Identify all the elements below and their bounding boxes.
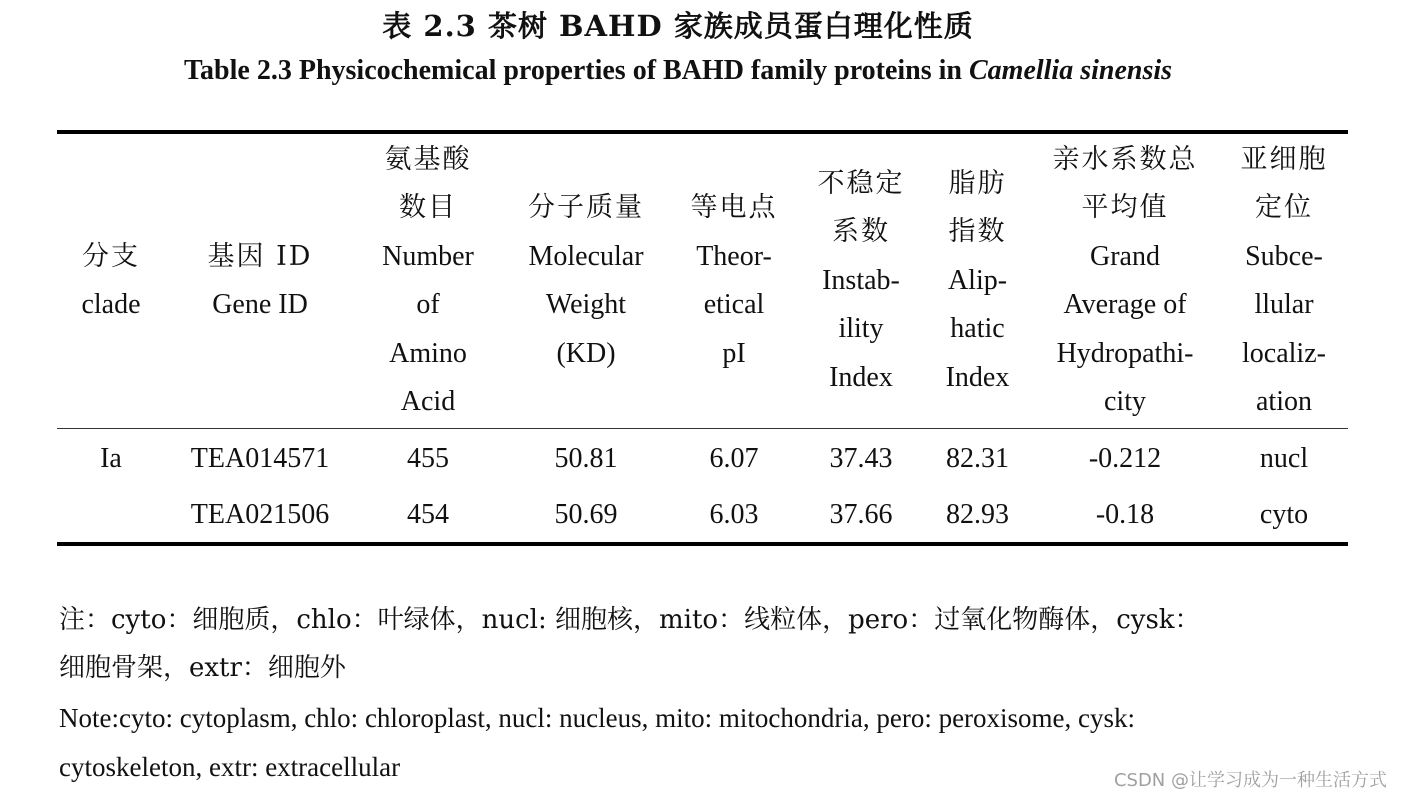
header-line: 脂肪	[948, 167, 1007, 199]
header-line: Amino	[389, 337, 467, 369]
header-line: 系数	[832, 216, 890, 248]
header-line: 不稳定	[817, 167, 905, 199]
header-line: 平均值	[1081, 192, 1169, 223]
header-line: Grand	[1090, 240, 1160, 272]
header-line: Acid	[400, 386, 456, 417]
header-line: 基因 ID	[207, 240, 313, 272]
cell-aliphatic-index: 82.31	[946, 443, 1009, 474]
cell-subcellular-localization: cyto	[1259, 499, 1309, 530]
header-gravy	[1030, 137, 1220, 425]
note-english-line-1: Note:cyto: cytoplasm, chlo: chloroplast, nucl: nucleus, mito: mitochondria, pero: peroxisome, cysk:	[59, 703, 1136, 733]
header-theoretical-pi	[671, 137, 797, 425]
header-line: 数目	[398, 192, 457, 223]
table-title-chinese: 表 2.3 茶树 BAHD 家族成员蛋白理化性质	[382, 9, 974, 43]
cell-instability-index: 37.66	[829, 499, 893, 530]
header-subcellular-localization	[1220, 137, 1348, 425]
cell-clade	[57, 495, 165, 535]
header-line: 分支	[82, 240, 140, 272]
header-line: Alip-	[947, 264, 1008, 296]
header-line: Number	[382, 240, 474, 272]
cell-gene-id: TEA014571	[190, 443, 330, 474]
header-line: 氨基酸	[384, 143, 472, 175]
header-line: Molecular	[528, 240, 644, 272]
header-line: 指数	[948, 216, 1007, 248]
header-aliphatic-index	[925, 137, 1030, 425]
header-line: (KD)	[556, 337, 616, 369]
header-line: Gene ID	[212, 289, 308, 320]
cell-molecular-weight: 50.69	[554, 499, 618, 530]
header-line: etical	[703, 289, 765, 320]
cell-molecular-weight: 50.81	[554, 443, 618, 474]
cell-theoretical-pi: 6.03	[709, 499, 759, 530]
header-line: localiz-	[1242, 337, 1326, 369]
header-line: 亲水系数总	[1052, 143, 1198, 175]
header-line: Theor-	[696, 240, 772, 272]
header-line: llular	[1254, 289, 1314, 320]
header-line: of	[416, 289, 440, 320]
header-line: hatic	[950, 313, 1005, 345]
header-line: 亚细胞	[1240, 143, 1328, 175]
table-title-english-text: Table 2.3 Physicochemical properties of BAHD family proteins in	[183, 55, 969, 86]
header-line: Instab-	[822, 264, 900, 296]
header-instability-index	[797, 137, 925, 425]
cell-amino-acid-number: 454	[407, 499, 449, 530]
cell-theoretical-pi: 6.07	[709, 443, 759, 474]
header-line: Index	[945, 361, 1010, 393]
table-title-english	[0, 55, 1356, 87]
header-line: Weight	[545, 289, 627, 320]
cell-aliphatic-index: 82.93	[946, 499, 1009, 530]
cell-gravy: -0.18	[1095, 499, 1155, 530]
header-molecular-weight	[501, 137, 671, 425]
note-chinese-line-2: 细胞骨架，extr：细胞外	[59, 653, 346, 683]
table-bottom-rule	[57, 542, 1348, 546]
header-line: ation	[1256, 386, 1312, 417]
cell-subcellular-localization: nucl	[1259, 443, 1309, 474]
header-line: 分子质量	[528, 192, 644, 223]
note-english-line-2: cytoskeleton, extr: extracellular	[59, 752, 401, 782]
header-line: city	[1104, 386, 1146, 417]
header-line: 等电点	[690, 192, 778, 223]
header-line: clade	[81, 289, 141, 320]
header-amino-acid-number	[355, 137, 501, 425]
table-header-rule	[57, 428, 1348, 429]
species-name: Camellia sinensis	[968, 55, 1173, 86]
header-clade	[57, 137, 165, 425]
cell-gravy: -0.212	[1088, 443, 1162, 474]
cell-clade: Ia	[100, 443, 122, 474]
cell-instability-index: 37.43	[829, 443, 893, 474]
table-top-rule	[57, 130, 1348, 134]
cell-amino-acid-number: 455	[407, 443, 449, 474]
header-line: Subce-	[1245, 240, 1323, 272]
header-line: pI	[722, 337, 746, 369]
watermark: CSDN @让学习成为一种生活方式	[1113, 770, 1387, 791]
header-line: Hydropathi-	[1056, 337, 1194, 369]
note-chinese-line-1: 注：cyto：细胞质，chlo：叶绿体，nucl: 细胞核，mito：线粒体，pero：过氧化物酶体，cysk：	[59, 605, 1201, 635]
header-line: ility	[838, 313, 884, 345]
header-gene-id	[165, 137, 355, 425]
header-line: Average of	[1063, 289, 1187, 320]
cell-gene-id: TEA021506	[190, 499, 330, 530]
header-line: Index	[829, 361, 893, 393]
header-line: 定位	[1255, 192, 1313, 223]
